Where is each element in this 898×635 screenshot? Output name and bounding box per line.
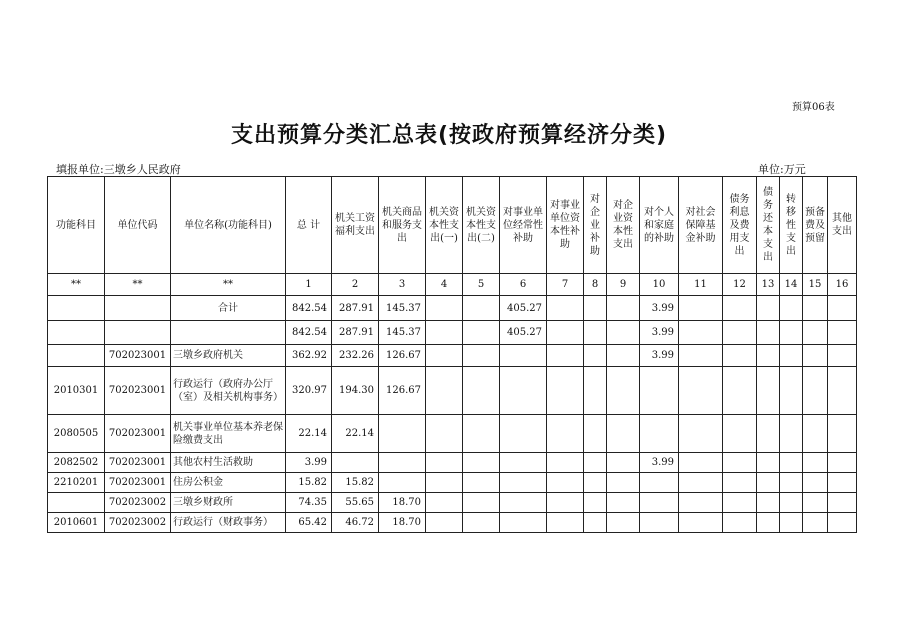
amount-cell: [584, 473, 607, 493]
amount-cell: 55.65: [332, 493, 379, 513]
amount-cell: 362.92: [286, 345, 332, 367]
amount-cell: 126.67: [379, 367, 426, 415]
amount-cell: [803, 367, 828, 415]
amount-cell: [426, 453, 463, 473]
amount-cell: [607, 321, 640, 345]
unit-code-cell: 702023001: [105, 415, 171, 453]
unit-code-cell: 702023001: [105, 367, 171, 415]
amount-cell: 65.42: [286, 513, 332, 533]
amount-cell: [828, 345, 857, 367]
index-row: [48, 274, 857, 296]
function-code-cell: 2082502: [48, 453, 105, 473]
header-cell: 对事业单位经常性补助: [500, 177, 547, 274]
table-body: [48, 296, 857, 533]
amount-cell: [463, 321, 500, 345]
index-cell: 2: [332, 274, 379, 296]
amount-cell: [828, 473, 857, 493]
header-cell: 对事业单位资本性补助: [547, 177, 584, 274]
header-cell: 债务还本支出: [757, 177, 780, 274]
amount-cell: [426, 473, 463, 493]
amount-cell: [757, 367, 780, 415]
index-cell: 11: [679, 274, 723, 296]
amount-cell: 232.26: [332, 345, 379, 367]
header-cell: 总 计: [286, 177, 332, 274]
amount-cell: [723, 367, 757, 415]
index-cell: 7: [547, 274, 584, 296]
amount-cell: [723, 473, 757, 493]
amount-cell: [723, 415, 757, 453]
amount-cell: [828, 415, 857, 453]
header-cell: 预备费及预留: [803, 177, 828, 274]
amount-cell: [757, 321, 780, 345]
amount-cell: [757, 415, 780, 453]
amount-cell: [607, 296, 640, 321]
amount-cell: [607, 493, 640, 513]
header-cell: 对企业资本性支出: [607, 177, 640, 274]
amount-cell: [679, 415, 723, 453]
amount-cell: 46.72: [332, 513, 379, 533]
amount-cell: [757, 296, 780, 321]
amount-cell: [584, 321, 607, 345]
amount-cell: [780, 367, 803, 415]
amount-cell: [500, 367, 547, 415]
function-code-cell: 2010301: [48, 367, 105, 415]
amount-cell: [584, 453, 607, 473]
table-row: [48, 321, 857, 345]
budget-table: [47, 176, 857, 533]
amount-cell: [584, 296, 607, 321]
amount-cell: 145.37: [379, 296, 426, 321]
amount-cell: [463, 345, 500, 367]
amount-cell: 3.99: [640, 321, 679, 345]
unit-name-cell: [171, 321, 286, 345]
amount-cell: [332, 453, 379, 473]
amount-cell: [426, 415, 463, 453]
index-cell: 12: [723, 274, 757, 296]
amount-cell: [803, 493, 828, 513]
unit-name-cell: 三墩乡政府机关: [171, 345, 286, 367]
amount-cell: [828, 367, 857, 415]
amount-cell: [500, 513, 547, 533]
amount-cell: 145.37: [379, 321, 426, 345]
index-cell: 9: [607, 274, 640, 296]
header-cell: 功能科目: [48, 177, 105, 274]
amount-cell: [757, 493, 780, 513]
unit-code-cell: 702023002: [105, 513, 171, 533]
amount-cell: [803, 345, 828, 367]
index-cell: 6: [500, 274, 547, 296]
amount-cell: [500, 345, 547, 367]
amount-cell: [584, 415, 607, 453]
amount-cell: [803, 453, 828, 473]
amount-cell: [803, 513, 828, 533]
index-cell: 13: [757, 274, 780, 296]
amount-cell: [607, 513, 640, 533]
amount-cell: [803, 473, 828, 493]
amount-cell: [828, 296, 857, 321]
table-row: [48, 415, 857, 453]
amount-cell: [379, 415, 426, 453]
amount-cell: 287.91: [332, 321, 379, 345]
amount-cell: 22.14: [332, 415, 379, 453]
amount-cell: [607, 367, 640, 415]
amount-cell: [803, 321, 828, 345]
function-code-cell: [48, 345, 105, 367]
amount-cell: [547, 296, 584, 321]
amount-cell: [426, 493, 463, 513]
amount-cell: [426, 367, 463, 415]
function-code-cell: [48, 296, 105, 321]
index-cell: 1: [286, 274, 332, 296]
unit-name-cell: 住房公积金: [171, 473, 286, 493]
function-code-cell: [48, 493, 105, 513]
amount-cell: [547, 513, 584, 533]
amount-cell: [757, 345, 780, 367]
unit-code-cell: 702023002: [105, 493, 171, 513]
amount-cell: [803, 415, 828, 453]
amount-cell: 22.14: [286, 415, 332, 453]
amount-cell: 842.54: [286, 296, 332, 321]
amount-cell: [723, 493, 757, 513]
header-cell: 其他支出: [828, 177, 857, 274]
amount-cell: [679, 473, 723, 493]
index-cell: 15: [803, 274, 828, 296]
index-cell: 10: [640, 274, 679, 296]
amount-cell: [679, 513, 723, 533]
amount-cell: [379, 453, 426, 473]
amount-cell: [780, 453, 803, 473]
filing-unit: 填报单位:三墩乡人民政府: [56, 163, 181, 176]
amount-cell: [584, 493, 607, 513]
function-code-cell: [48, 321, 105, 345]
amount-cell: [547, 473, 584, 493]
amount-cell: [463, 453, 500, 473]
unit-name-cell: 三墩乡财政所: [171, 493, 286, 513]
unit-name-cell: 机关事业单位基本养老保险缴费支出: [171, 415, 286, 453]
form-number: 预算06表: [792, 102, 835, 113]
index-cell: 14: [780, 274, 803, 296]
amount-cell: [780, 345, 803, 367]
index-cell: 8: [584, 274, 607, 296]
header-cell: 对个人和家庭的补助: [640, 177, 679, 274]
amount-cell: [679, 296, 723, 321]
amount-cell: [547, 367, 584, 415]
amount-cell: 126.67: [379, 345, 426, 367]
amount-cell: [828, 513, 857, 533]
amount-cell: [723, 345, 757, 367]
amount-cell: [463, 513, 500, 533]
amount-cell: [679, 453, 723, 473]
amount-cell: 18.70: [379, 493, 426, 513]
amount-cell: [757, 453, 780, 473]
header-cell: 单位名称(功能科目): [171, 177, 286, 274]
unit-code-cell: [105, 321, 171, 345]
index-cell: 4: [426, 274, 463, 296]
amount-cell: 3.99: [640, 296, 679, 321]
amount-cell: [463, 493, 500, 513]
header-cell: 转移性支出: [780, 177, 803, 274]
amount-cell: [640, 493, 679, 513]
amount-cell: [426, 513, 463, 533]
amount-cell: [828, 453, 857, 473]
amount-cell: [780, 321, 803, 345]
unit-name-cell: 合计: [171, 296, 286, 321]
header-cell: 机关资本性支出(一): [426, 177, 463, 274]
amount-cell: [640, 415, 679, 453]
table-row: [48, 493, 857, 513]
amount-cell: [723, 296, 757, 321]
amount-cell: [828, 321, 857, 345]
amount-cell: [780, 513, 803, 533]
amount-cell: [584, 345, 607, 367]
amount-cell: [679, 321, 723, 345]
amount-cell: 842.54: [286, 321, 332, 345]
amount-cell: [780, 415, 803, 453]
amount-cell: [640, 513, 679, 533]
unit-code-cell: [105, 296, 171, 321]
amount-cell: [426, 321, 463, 345]
amount-cell: [379, 473, 426, 493]
amount-cell: [607, 473, 640, 493]
amount-cell: [607, 453, 640, 473]
amount-cell: [828, 493, 857, 513]
table-row: [48, 453, 857, 473]
index-cell: 5: [463, 274, 500, 296]
amount-cell: [500, 415, 547, 453]
amount-cell: [500, 493, 547, 513]
amount-cell: 3.99: [640, 345, 679, 367]
amount-cell: [500, 453, 547, 473]
header-cell: 债务利息及费用支出: [723, 177, 757, 274]
amount-cell: [607, 345, 640, 367]
amount-cell: [463, 367, 500, 415]
amount-cell: 3.99: [640, 453, 679, 473]
amount-cell: [547, 345, 584, 367]
amount-cell: [780, 493, 803, 513]
amount-cell: [723, 453, 757, 473]
function-code-cell: 2010601: [48, 513, 105, 533]
index-cell: 3: [379, 274, 426, 296]
amount-cell: 320.97: [286, 367, 332, 415]
amount-cell: [426, 345, 463, 367]
amount-cell: [584, 367, 607, 415]
amount-cell: 3.99: [286, 453, 332, 473]
index-cell: **: [48, 274, 105, 296]
unit-name-cell: 其他农村生活救助: [171, 453, 286, 473]
amount-cell: [463, 296, 500, 321]
table-row: [48, 473, 857, 493]
table-row: [48, 296, 857, 321]
amount-cell: 74.35: [286, 493, 332, 513]
currency-unit: 单位:万元: [758, 163, 806, 176]
unit-name-cell: 行政运行（财政事务）: [171, 513, 286, 533]
header-cell: 对社会保障基金补助: [679, 177, 723, 274]
table-row: [48, 345, 857, 367]
amount-cell: 194.30: [332, 367, 379, 415]
header-cell: 机关资本性支出(二): [463, 177, 500, 274]
unit-code-cell: 702023001: [105, 473, 171, 493]
index-cell: **: [105, 274, 171, 296]
amount-cell: [640, 367, 679, 415]
amount-cell: [679, 367, 723, 415]
amount-cell: [584, 513, 607, 533]
amount-cell: [547, 321, 584, 345]
amount-cell: [780, 296, 803, 321]
amount-cell: 18.70: [379, 513, 426, 533]
amount-cell: [803, 296, 828, 321]
amount-cell: [723, 513, 757, 533]
amount-cell: [679, 493, 723, 513]
amount-cell: [757, 473, 780, 493]
amount-cell: [723, 321, 757, 345]
table-row: [48, 367, 857, 415]
amount-cell: [500, 473, 547, 493]
header-cell: 机关工资福利支出: [332, 177, 379, 274]
table-row: [48, 513, 857, 533]
index-cell: **: [171, 274, 286, 296]
amount-cell: 405.27: [500, 321, 547, 345]
amount-cell: [607, 415, 640, 453]
amount-cell: [463, 473, 500, 493]
index-cell: 16: [828, 274, 857, 296]
function-code-cell: 2210201: [48, 473, 105, 493]
header-cell: 单位代码: [105, 177, 171, 274]
header-row: [48, 177, 857, 274]
unit-code-cell: 702023001: [105, 345, 171, 367]
amount-cell: 405.27: [500, 296, 547, 321]
unit-name-cell: 行政运行（政府办公厅（室）及相关机构事务）: [171, 367, 286, 415]
amount-cell: 15.82: [332, 473, 379, 493]
amount-cell: [547, 493, 584, 513]
header-cell: 对企业补助: [584, 177, 607, 274]
amount-cell: 15.82: [286, 473, 332, 493]
header-cell: 机关商品和服务支出: [379, 177, 426, 274]
amount-cell: 287.91: [332, 296, 379, 321]
amount-cell: [757, 513, 780, 533]
amount-cell: [679, 345, 723, 367]
amount-cell: [547, 415, 584, 453]
amount-cell: [426, 296, 463, 321]
amount-cell: [547, 453, 584, 473]
amount-cell: [780, 473, 803, 493]
page-title: 支出预算分类汇总表(按政府预算经济分类): [230, 123, 668, 148]
amount-cell: [640, 473, 679, 493]
amount-cell: [463, 415, 500, 453]
unit-code-cell: 702023001: [105, 453, 171, 473]
function-code-cell: 2080505: [48, 415, 105, 453]
